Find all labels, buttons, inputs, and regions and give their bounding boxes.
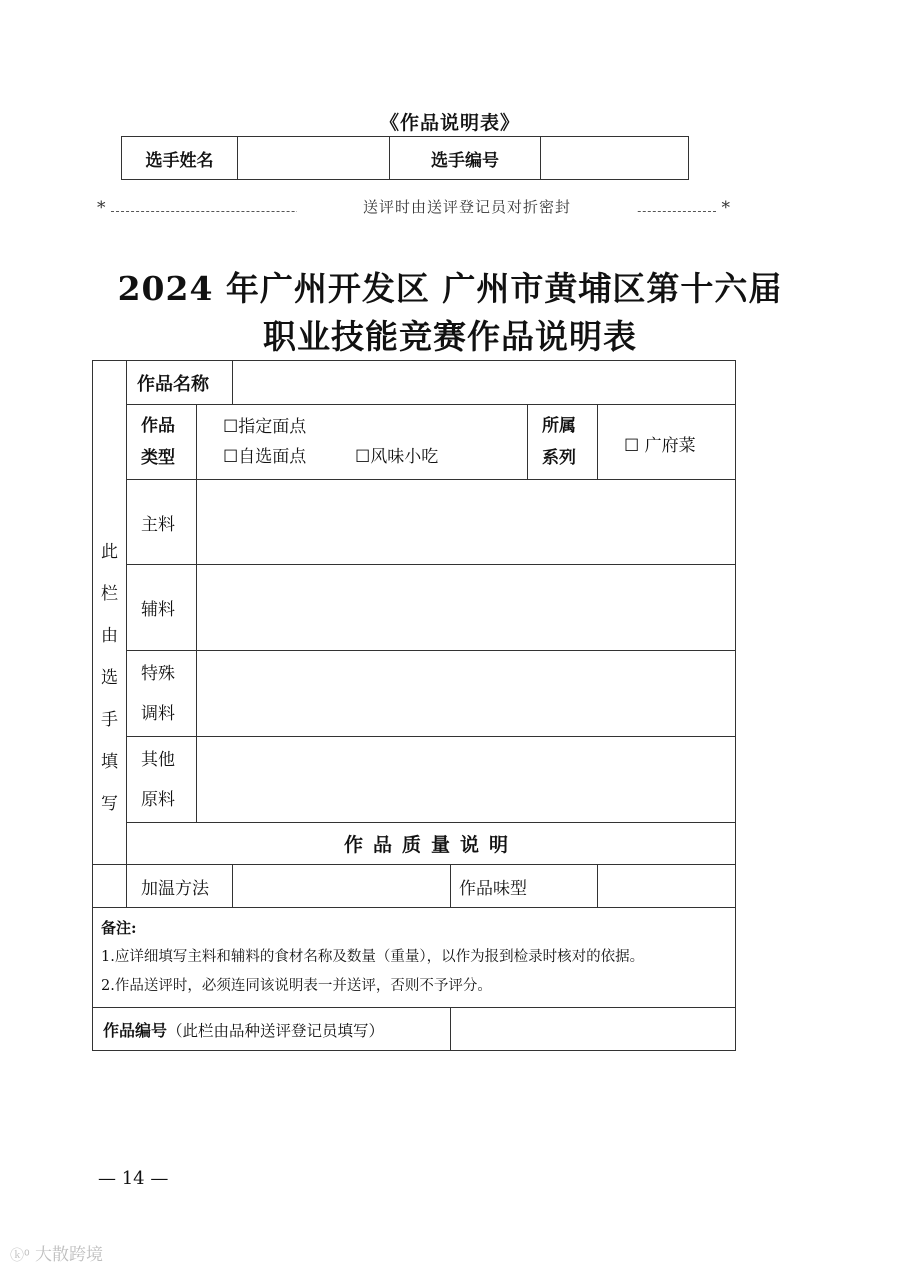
- watermark: [10, 1240, 103, 1265]
- work-type-options: [197, 405, 528, 480]
- series-option-cantonese[interactable]: ☐ 广府菜: [598, 405, 736, 480]
- option-designated-pastry[interactable]: ☐指定面点: [223, 417, 307, 437]
- seal-fold-line: [97, 196, 730, 218]
- other-material-line1: 其他: [141, 749, 175, 770]
- work-type-label-line1: 作品: [141, 416, 175, 436]
- special-seasoning-field[interactable]: [197, 651, 736, 737]
- star-right: *: [721, 198, 730, 218]
- heating-method-label: 加温方法: [127, 865, 233, 908]
- main-title: [0, 265, 900, 361]
- work-type-label-line2: 类型: [141, 448, 175, 468]
- notes-head: 备注:: [101, 919, 137, 937]
- main-title-line1: 2024 年广州开发区 广州市黄埔区第十六届: [117, 269, 783, 308]
- special-seasoning-line2: 调料: [141, 703, 175, 724]
- main-ingredient-label: 主料: [127, 480, 197, 565]
- work-number-label-rest: （此栏由品种送评登记员填写）: [167, 1021, 385, 1040]
- side-char: 手: [101, 709, 118, 730]
- notes-line1: 1.应详细填写主料和辅料的食材名称及数量（重量），以作为报到检录时核对的依据。: [101, 949, 645, 965]
- main-title-line2: 职业技能竞赛作品说明表: [263, 317, 637, 356]
- work-number-label-bold: 作品编号: [103, 1020, 168, 1040]
- heating-method-field[interactable]: [233, 865, 451, 908]
- side-char: 选: [101, 667, 118, 688]
- small-title: 《作品说明表》: [379, 112, 520, 134]
- side-char: 此: [101, 541, 118, 562]
- contestant-name-field[interactable]: [238, 137, 390, 180]
- contestant-number-label: 选手编号: [390, 137, 541, 180]
- series-label-line2: 系列: [542, 448, 576, 468]
- special-seasoning-line1: 特殊: [141, 663, 175, 684]
- flavor-type-field[interactable]: [598, 865, 736, 908]
- contestant-number-field[interactable]: [541, 137, 689, 180]
- option-custom-pastry[interactable]: ☐自选面点: [223, 447, 307, 467]
- series-label: [528, 405, 598, 480]
- contestant-name-label: 选手姓名: [122, 137, 238, 180]
- work-name-label: 作品名称: [127, 361, 233, 405]
- option-flavor-snack[interactable]: ☐风味小吃: [355, 447, 439, 467]
- work-number-field[interactable]: [451, 1008, 736, 1051]
- work-description-table: [92, 360, 736, 1051]
- page-number: — 14 —: [98, 1168, 169, 1189]
- series-label-line1: 所属: [542, 416, 576, 436]
- side-label: [93, 361, 127, 865]
- side-char: 填: [101, 751, 118, 772]
- flavor-type-label: 作品味型: [451, 865, 598, 908]
- aux-ingredient-label: 辅料: [127, 565, 197, 651]
- work-type-label: [127, 405, 197, 480]
- other-material-field[interactable]: [197, 737, 736, 823]
- aux-ingredient-field[interactable]: [197, 565, 736, 651]
- seal-text: 送评时由送评登记员对折密封: [297, 196, 637, 217]
- watermark-text: 大散跨境: [35, 1245, 104, 1265]
- contestant-info-table: [121, 136, 689, 180]
- side-char: 写: [101, 793, 118, 814]
- quality-header: 作品质量说明: [127, 823, 736, 865]
- side-label-end: [93, 865, 127, 908]
- side-char: 由: [101, 625, 118, 646]
- work-number-label: [93, 1008, 451, 1051]
- special-seasoning-label: [127, 651, 197, 737]
- other-material-label: [127, 737, 197, 823]
- notes-section: [93, 908, 736, 1008]
- star-left: *: [97, 198, 106, 218]
- side-char: 栏: [101, 583, 118, 604]
- notes-line2: 2.作品送评时，必须连同该说明表一并送评，否则不予评分。: [101, 978, 492, 994]
- watermark-logo-icon: ⓚ⁰: [10, 1248, 30, 1264]
- other-material-line2: 原料: [141, 789, 175, 810]
- work-name-field[interactable]: [233, 361, 736, 405]
- main-ingredient-field[interactable]: [197, 480, 736, 565]
